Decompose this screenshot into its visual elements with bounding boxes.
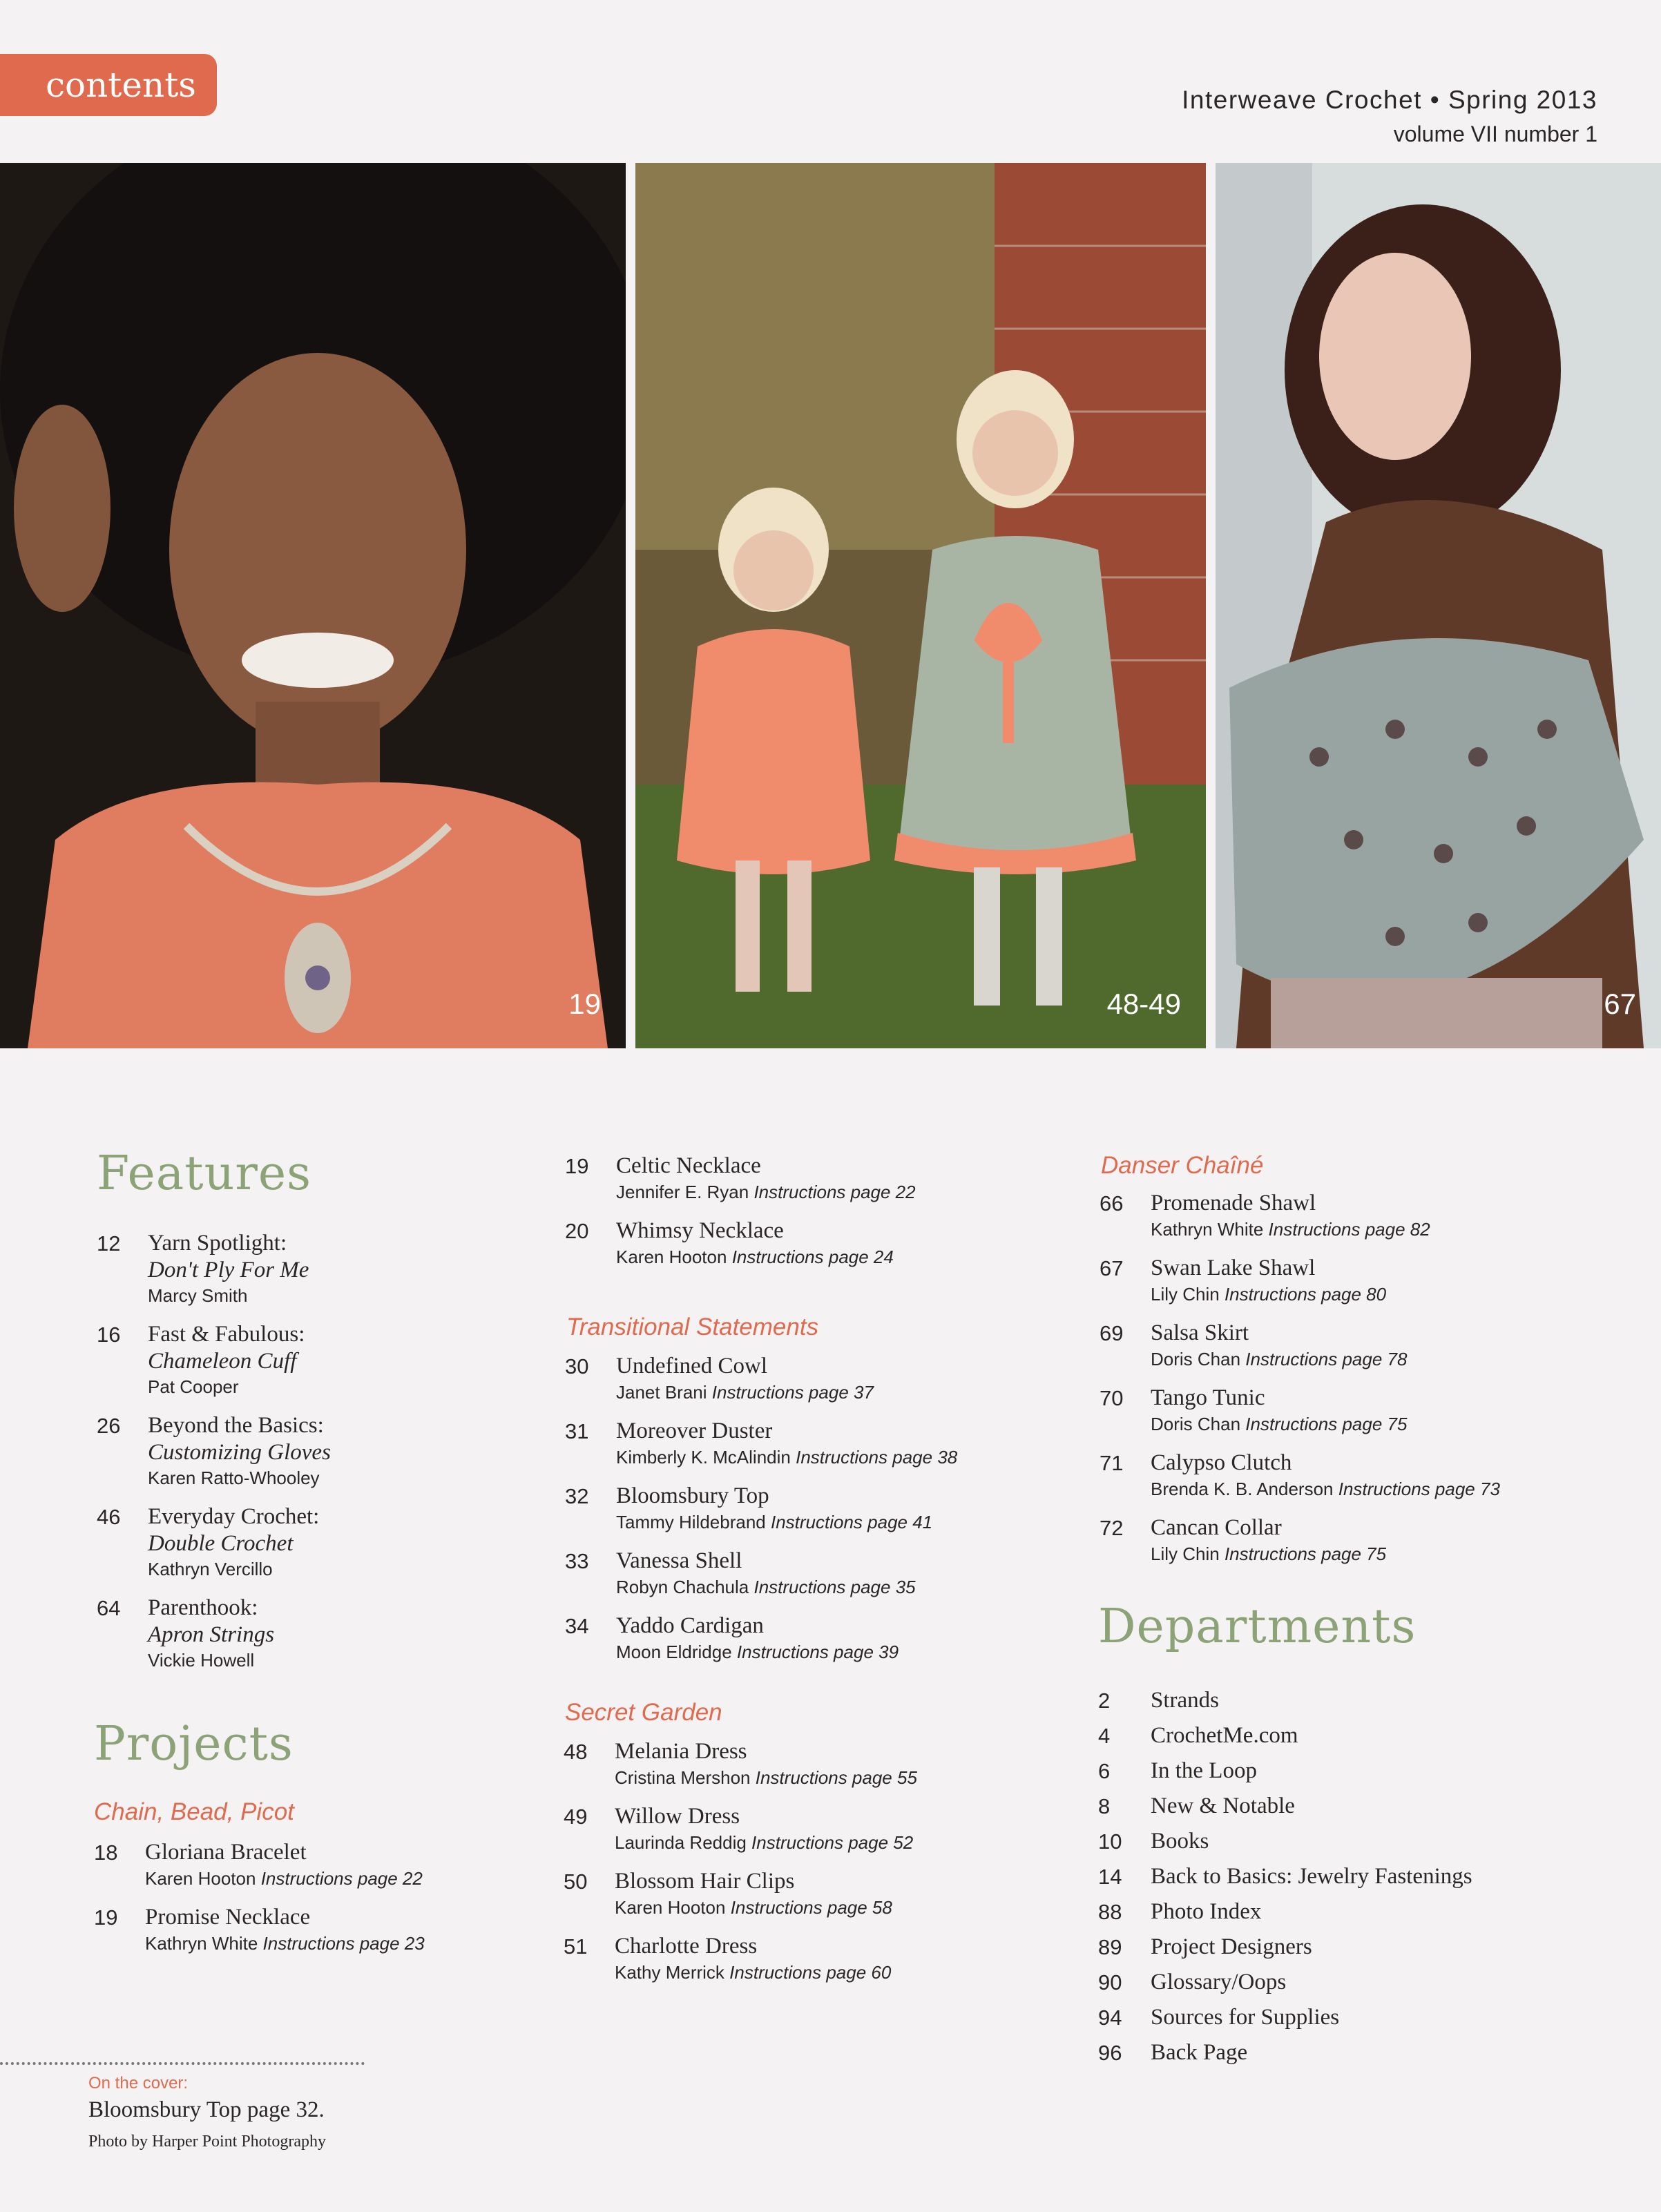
project-title: Bloomsbury Top	[616, 1483, 769, 1508]
photo-shawl[interactable]	[1216, 163, 1661, 1048]
project-instructions: Instructions page 75	[1224, 1543, 1387, 1564]
project-designer: Kathryn White	[145, 1933, 258, 1954]
project-instructions: Instructions page 37	[711, 1382, 874, 1403]
project-designer: Karen Hooton	[616, 1247, 727, 1267]
project-title: Vanessa Shell	[616, 1548, 742, 1573]
department-item[interactable]	[1098, 1968, 1623, 1996]
project-title: Celtic Necklace	[616, 1153, 761, 1178]
project-item[interactable]	[564, 1867, 1047, 1920]
departments-list	[1098, 1686, 1623, 2074]
feature-title: Yarn Spotlight:	[148, 1231, 287, 1256]
department-title: Glossary/Oops	[1151, 1970, 1287, 1994]
project-instructions: Instructions page 58	[730, 1897, 892, 1918]
feature-author: Kathryn Vercillo	[148, 1559, 273, 1579]
department-title: Back to Basics: Jewelry Fastenings	[1151, 1864, 1472, 1889]
feature-item[interactable]	[97, 1594, 539, 1673]
project-page: 20	[565, 1219, 589, 1243]
project-list-danser-chaine	[1100, 1189, 1611, 1579]
project-page: 50	[564, 1869, 588, 1894]
project-list-transitional-statements	[565, 1352, 1048, 1677]
project-page: 18	[94, 1840, 118, 1865]
project-title: Whimsy Necklace	[616, 1218, 784, 1243]
cover-divider	[0, 2062, 365, 2065]
project-title: Cancan Collar	[1151, 1515, 1282, 1540]
department-item[interactable]	[1098, 1792, 1623, 1820]
department-item[interactable]	[1098, 1686, 1623, 1714]
magazine-title: Interweave Crochet • Spring 2013	[1182, 86, 1597, 114]
department-page: 14	[1098, 1865, 1122, 1889]
issue-number: volume VII number 1	[1393, 122, 1597, 146]
project-designer: Lily Chin	[1151, 1543, 1220, 1564]
feature-title: Fast & Fabulous:	[148, 1322, 305, 1347]
project-page: 51	[564, 1934, 588, 1959]
feature-page: 16	[97, 1323, 121, 1347]
feature-item[interactable]	[97, 1503, 539, 1581]
department-item[interactable]	[1098, 2039, 1623, 2066]
project-title: Promise Necklace	[145, 1905, 311, 1930]
feature-item[interactable]	[97, 1229, 539, 1308]
project-designer: Lily Chin	[1151, 1284, 1220, 1305]
feature-title: Beyond the Basics:	[148, 1413, 324, 1438]
project-instructions: Instructions page 24	[731, 1247, 894, 1267]
project-item[interactable]	[565, 1612, 1048, 1664]
contents-tab	[0, 54, 217, 116]
department-item[interactable]	[1098, 1933, 1623, 1961]
cover-label: On the cover:	[88, 2074, 189, 2093]
project-group-heading: Transitional Statements	[566, 1314, 819, 1340]
department-page: 8	[1098, 1794, 1111, 1818]
project-item[interactable]	[564, 1932, 1047, 1985]
project-title: Blossom Hair Clips	[615, 1869, 795, 1894]
department-item[interactable]	[1098, 1827, 1623, 1855]
project-title: Tango Tunic	[1151, 1385, 1265, 1410]
project-group-heading: Danser Chaîné	[1101, 1152, 1264, 1179]
feature-page: 64	[97, 1596, 121, 1620]
project-title: Undefined Cowl	[616, 1354, 768, 1378]
project-instructions: Instructions page 78	[1245, 1349, 1408, 1369]
project-designer: Moon Eldridge	[616, 1642, 732, 1662]
feature-page: 12	[97, 1231, 121, 1256]
project-page: 19	[565, 1154, 589, 1178]
project-instructions: Instructions page 22	[753, 1182, 916, 1202]
project-instructions: Instructions page 22	[260, 1868, 423, 1889]
project-title: Calypso Clutch	[1151, 1450, 1292, 1475]
photo-page-number: 48-49	[1106, 988, 1181, 1020]
feature-subtitle: Don't Ply For Me	[148, 1258, 309, 1282]
project-instructions: Instructions page 82	[1268, 1219, 1430, 1240]
project-title: Gloriana Bracelet	[145, 1840, 307, 1865]
project-item[interactable]	[1100, 1319, 1611, 1372]
photo-girls-dresses[interactable]	[635, 163, 1206, 1048]
project-title: Yaddo Cardigan	[616, 1613, 764, 1638]
department-item[interactable]	[1098, 1863, 1623, 1890]
department-page: 94	[1098, 2006, 1122, 2030]
project-list-chain-bead-picot-cont	[565, 1152, 1048, 1282]
project-page: 71	[1100, 1451, 1124, 1475]
project-instructions: Instructions page 60	[729, 1962, 892, 1983]
project-designer: Janet Brani	[616, 1382, 707, 1403]
project-item[interactable]	[1100, 1254, 1611, 1307]
department-item[interactable]	[1098, 1898, 1623, 1925]
project-item[interactable]	[565, 1217, 1048, 1269]
department-title: Back Page	[1151, 2040, 1248, 2065]
departments-heading: Departments	[1098, 1599, 1417, 1654]
photo-page-number: 19	[568, 988, 601, 1020]
project-page: 31	[565, 1419, 589, 1443]
project-instructions: Instructions page 35	[753, 1577, 916, 1597]
feature-author: Karen Ratto-Whooley	[148, 1468, 320, 1488]
project-title: Melania Dress	[615, 1739, 747, 1764]
project-page: 72	[1100, 1516, 1124, 1540]
project-item[interactable]	[565, 1547, 1048, 1599]
project-item[interactable]	[565, 1417, 1048, 1470]
project-list-secret-garden	[564, 1738, 1047, 1997]
project-list-chain-bead-picot	[94, 1838, 536, 1968]
shawl-photo-image	[1216, 163, 1661, 1048]
project-item[interactable]	[565, 1152, 1048, 1204]
project-group-heading: Chain, Bead, Picot	[94, 1798, 294, 1825]
feature-author: Vickie Howell	[148, 1650, 255, 1671]
project-page: 34	[565, 1614, 589, 1638]
department-page: 2	[1098, 1689, 1111, 1713]
project-page: 70	[1100, 1386, 1124, 1410]
project-designer: Kathryn White	[1151, 1219, 1264, 1240]
project-title: Moreover Duster	[616, 1418, 773, 1443]
department-title: Photo Index	[1151, 1899, 1262, 1924]
project-title: Charlotte Dress	[615, 1934, 758, 1959]
feature-item[interactable]	[97, 1412, 539, 1490]
project-instructions: Instructions page 41	[770, 1512, 933, 1532]
project-item[interactable]	[565, 1482, 1048, 1535]
features-list	[97, 1229, 539, 1685]
project-designer: Tammy Hildebrand	[616, 1512, 766, 1532]
project-item[interactable]	[1100, 1514, 1611, 1566]
project-page: 33	[565, 1549, 589, 1573]
department-item[interactable]	[1098, 1757, 1623, 1785]
department-title: Project Designers	[1151, 1934, 1312, 1959]
project-instructions: Instructions page 23	[262, 1933, 425, 1954]
project-title: Willow Dress	[615, 1804, 740, 1829]
feature-subtitle: Customizing Gloves	[148, 1440, 331, 1465]
project-page: 67	[1100, 1256, 1124, 1280]
project-page: 32	[565, 1484, 589, 1508]
department-item[interactable]	[1098, 1722, 1623, 1749]
feature-subtitle: Double Crochet	[148, 1531, 294, 1556]
project-instructions: Instructions page 73	[1338, 1479, 1500, 1499]
necklace-photo-image	[0, 163, 626, 1048]
photo-page-number: 67	[1604, 988, 1636, 1020]
project-page: 69	[1100, 1321, 1124, 1345]
feature-subtitle: Apron Strings	[148, 1622, 275, 1647]
project-page: 19	[94, 1905, 118, 1930]
project-designer: Cristina Mershon	[615, 1767, 751, 1788]
project-designer: Jennifer E. Ryan	[616, 1182, 749, 1202]
project-item[interactable]	[94, 1903, 536, 1956]
department-page: 90	[1098, 1970, 1122, 1994]
project-page: 66	[1100, 1191, 1124, 1215]
project-item[interactable]	[94, 1838, 536, 1891]
department-title: Books	[1151, 1829, 1209, 1854]
project-item[interactable]	[1100, 1384, 1611, 1436]
project-item[interactable]	[564, 1738, 1047, 1790]
project-designer: Kathy Merrick	[615, 1962, 724, 1983]
project-designer: Kimberly K. McAlindin	[616, 1447, 791, 1468]
project-title: Swan Lake Shawl	[1151, 1256, 1316, 1280]
project-instructions: Instructions page 75	[1245, 1414, 1408, 1434]
department-page: 88	[1098, 1900, 1122, 1924]
project-item[interactable]	[1100, 1189, 1611, 1242]
project-designer: Brenda K. B. Anderson	[1151, 1479, 1334, 1499]
department-title: Strands	[1151, 1688, 1219, 1713]
department-page: 6	[1098, 1759, 1111, 1783]
cover-text: Bloomsbury Top page 32.	[88, 2097, 325, 2122]
projects-heading: Projects	[94, 1717, 294, 1771]
project-title: Promenade Shawl	[1151, 1191, 1316, 1215]
project-page: 49	[564, 1805, 588, 1829]
project-page: 48	[564, 1740, 588, 1764]
project-instructions: Instructions page 80	[1224, 1284, 1387, 1305]
feature-page: 26	[97, 1414, 121, 1438]
feature-item[interactable]	[97, 1320, 539, 1399]
project-instructions: Instructions page 39	[736, 1642, 899, 1662]
feature-page: 46	[97, 1505, 121, 1529]
project-group-heading: Secret Garden	[565, 1699, 722, 1726]
department-page: 10	[1098, 1829, 1122, 1854]
department-title: Sources for Supplies	[1151, 2005, 1340, 2030]
department-page: 4	[1098, 1724, 1111, 1748]
project-item[interactable]	[1100, 1449, 1611, 1501]
department-title: CrochetMe.com	[1151, 1723, 1298, 1748]
feature-title: Everyday Crochet:	[148, 1504, 320, 1529]
contents-tab-label: contents	[46, 65, 196, 105]
department-page: 89	[1098, 1935, 1122, 1959]
project-instructions: Instructions page 55	[755, 1767, 917, 1788]
photo-credit: Photo by Harper Point Photography	[88, 2133, 326, 2151]
feature-title: Parenthook:	[148, 1595, 258, 1620]
department-item[interactable]	[1098, 2003, 1623, 2031]
feature-author: Pat Cooper	[148, 1376, 239, 1397]
department-page: 96	[1098, 2041, 1122, 2065]
project-instructions: Instructions page 52	[751, 1832, 914, 1853]
project-designer: Karen Hooton	[615, 1897, 726, 1918]
project-item[interactable]	[565, 1352, 1048, 1405]
features-heading: Features	[97, 1146, 312, 1201]
photo-necklace[interactable]	[0, 163, 626, 1048]
project-instructions: Instructions page 38	[796, 1447, 958, 1468]
project-designer: Karen Hooton	[145, 1868, 256, 1889]
project-designer: Laurinda Reddig	[615, 1832, 747, 1853]
project-item[interactable]	[564, 1802, 1047, 1855]
feature-subtitle: Chameleon Cuff	[148, 1349, 297, 1374]
project-designer: Robyn Chachula	[616, 1577, 749, 1597]
project-designer: Doris Chan	[1151, 1414, 1241, 1434]
department-title: New & Notable	[1151, 1793, 1295, 1818]
department-title: In the Loop	[1151, 1758, 1257, 1783]
project-title: Salsa Skirt	[1151, 1320, 1249, 1345]
girls-photo-image	[635, 163, 1206, 1048]
feature-author: Marcy Smith	[148, 1285, 248, 1306]
project-designer: Doris Chan	[1151, 1349, 1241, 1369]
project-page: 30	[565, 1354, 589, 1378]
